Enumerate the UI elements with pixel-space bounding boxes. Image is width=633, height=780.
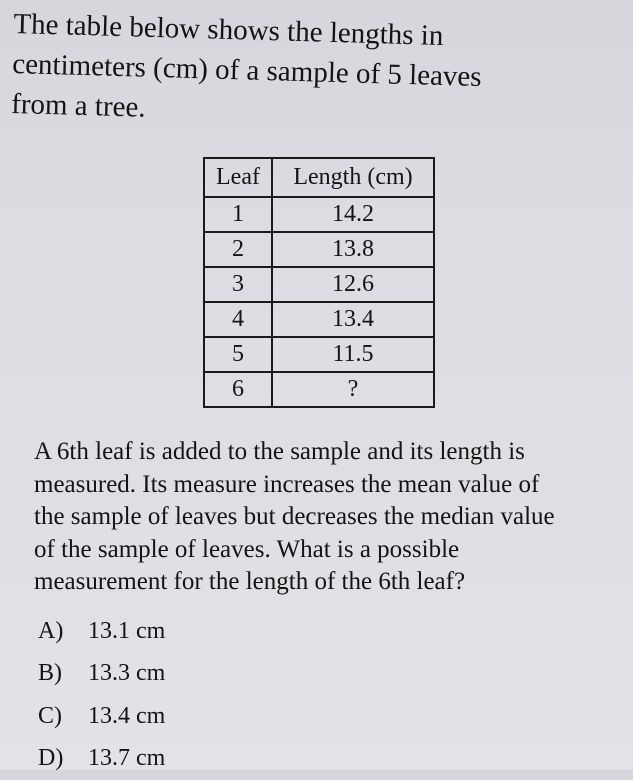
leaf-number-cell: 3: [204, 267, 272, 302]
choice-a[interactable]: [38, 610, 165, 653]
question-line: the sample of leaves but decreases the median value: [34, 501, 614, 534]
table-row: [204, 337, 434, 372]
choice-letter: A): [38, 618, 88, 645]
length-cell: 12.6: [272, 267, 434, 302]
column-header-length: Length (cm): [272, 158, 434, 197]
table-row: [204, 197, 434, 232]
question-line: measurement for the length of the 6th leaf?: [34, 566, 614, 599]
question-line: A 6th leaf is added to the sample and its length is: [34, 436, 614, 469]
table-row: [204, 232, 434, 267]
choice-value: 13.4 cm: [88, 703, 165, 730]
choice-value: 13.1 cm: [88, 618, 165, 645]
leaf-length-table: [203, 157, 435, 408]
length-cell: 11.5: [272, 337, 434, 372]
intro-line: The table below shows the lengths in: [13, 4, 574, 60]
table-row: [204, 302, 434, 337]
choice-value: 13.7 cm: [88, 745, 165, 772]
length-cell: ?: [272, 372, 434, 407]
choice-b[interactable]: [38, 653, 165, 696]
leaf-number-cell: 2: [204, 232, 272, 267]
leaf-number-cell: 4: [204, 302, 272, 337]
table-row: [204, 267, 434, 302]
length-cell: 13.4: [272, 302, 434, 337]
question-line: of the sample of leaves. What is a possible: [34, 534, 614, 567]
table-row: [204, 372, 434, 407]
table-header-row: [204, 158, 434, 197]
length-cell: 14.2: [272, 197, 434, 232]
leaf-number-cell: 5: [204, 337, 272, 372]
question-text: [34, 436, 614, 599]
choice-letter: B): [38, 660, 88, 687]
answer-choices: [38, 610, 165, 780]
leaf-number-cell: 1: [204, 197, 272, 232]
choice-c[interactable]: [38, 695, 165, 738]
column-header-leaf: Leaf: [204, 158, 272, 197]
intro-line: centimeters (cm) of a sample of 5 leaves: [12, 44, 573, 100]
question-line: measured. Its measure increases the mean value of: [34, 469, 614, 502]
choice-letter: D): [38, 745, 88, 772]
choice-d[interactable]: [38, 738, 165, 780]
choice-letter: C): [38, 703, 88, 730]
length-cell: 13.8: [272, 232, 434, 267]
leaf-number-cell: 6: [204, 372, 272, 407]
intro-text: [11, 4, 574, 140]
intro-line: from a tree.: [11, 84, 572, 140]
choice-value: 13.3 cm: [88, 660, 165, 687]
